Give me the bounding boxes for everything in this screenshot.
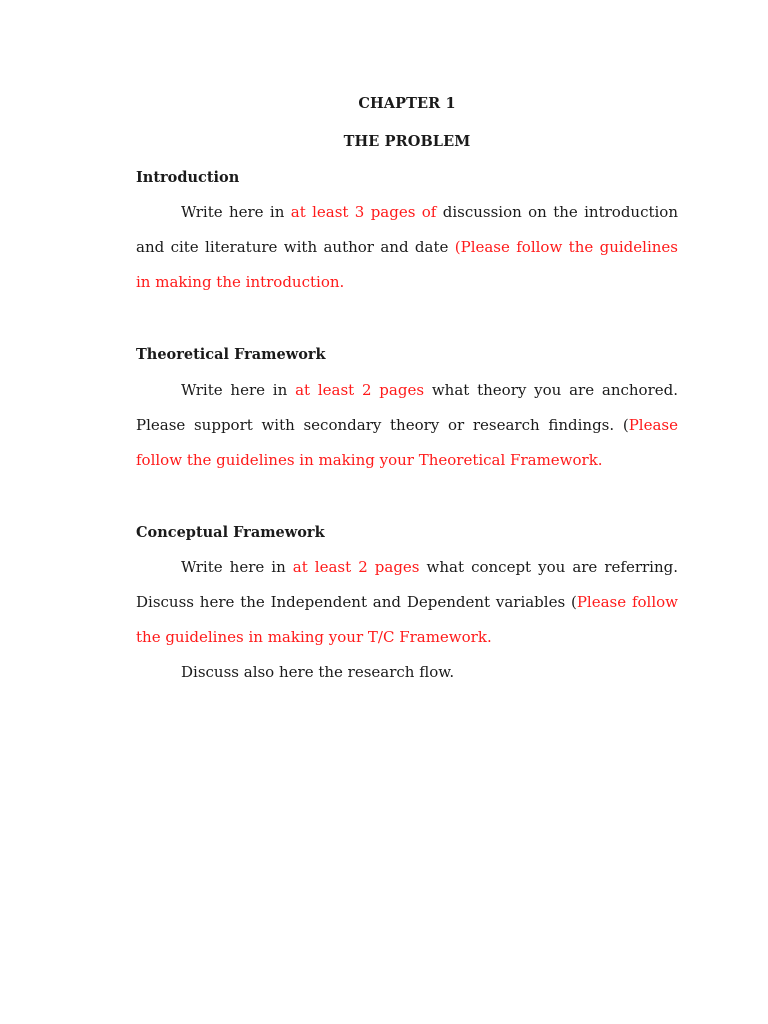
conceptual-highlight-1: at least 2 pages bbox=[292, 558, 420, 576]
chapter-title: THE PROBLEM bbox=[343, 133, 471, 150]
conceptual-text-2: what concept you are referring. Discuss here the Independent and Dependent variables ( bbox=[136, 558, 678, 611]
introduction-text-2: discussion on the introduction and cite literature with author and date bbox=[136, 203, 678, 256]
introduction-highlight-2: (Please follow the guidelines in making the introduction. bbox=[136, 238, 678, 291]
introduction-highlight-1: at least 3 pages of bbox=[290, 203, 437, 221]
theoretical-highlight-2: Please follow the guidelines in making your Theoretical Framework. bbox=[136, 416, 678, 469]
conceptual-text-1: Write here in bbox=[181, 558, 293, 576]
theoretical-highlight-1: at least 2 pages bbox=[295, 381, 425, 399]
introduction-text-1: Write here in bbox=[181, 203, 291, 221]
research-flow-paragraph: Discuss also here the research flow. bbox=[181, 663, 455, 681]
theoretical-framework-paragraph bbox=[136, 373, 678, 478]
theoretical-framework-heading: Theoretical Framework bbox=[136, 346, 326, 363]
introduction-paragraph bbox=[136, 195, 678, 300]
conceptual-highlight-2: Please follow the guidelines in making your T/C Framework. bbox=[136, 593, 678, 646]
theoretical-text-1: Write here in bbox=[181, 381, 296, 399]
document-page bbox=[136, 0, 678, 1024]
chapter-number: CHAPTER 1 bbox=[358, 95, 456, 112]
introduction-heading: Introduction bbox=[136, 169, 240, 186]
conceptual-framework-heading: Conceptual Framework bbox=[136, 524, 325, 541]
theoretical-text-2: what theory you are anchored. Please support with secondary theory or research findings. ( bbox=[136, 381, 678, 434]
conceptual-framework-paragraph bbox=[136, 550, 678, 655]
